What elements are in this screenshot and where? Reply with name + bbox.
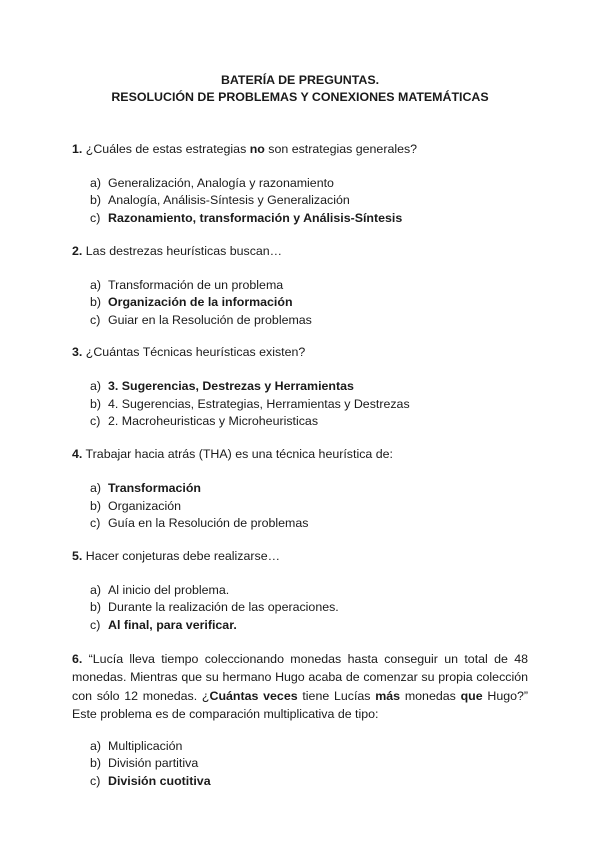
answer-option (72, 515, 528, 532)
option-text: División cuotitiva (108, 773, 211, 788)
option-letter: c) (90, 414, 101, 429)
answer-option (72, 413, 528, 430)
question-2 (72, 243, 528, 329)
question-number: 6. (72, 651, 83, 666)
question-number: 3. (72, 345, 83, 360)
question-text-segment: “Lucía lleva tiempo coleccionando monedas hasta conseguir un total de 48 monedas. Mientras que su hermano Hugo acaba de comenzar su propia colección con sólo 12 monedas. ¿ (72, 651, 528, 703)
question-6 (72, 650, 528, 791)
answer-option-correct (72, 294, 528, 311)
document-title: BATERÍA DE PREGUNTAS. (220, 73, 380, 87)
option-letter: a) (90, 277, 102, 292)
option-letter: b) (90, 756, 102, 771)
option-text: Analogía, Análisis-Síntesis y Generalización (108, 193, 350, 208)
question-text-segment: Hugo?” Este problema es de comparación multiplicativa de tipo: (72, 688, 529, 722)
option-text: Transformación (108, 481, 201, 496)
document-subtitle: RESOLUCIÓN DE PROBLEMAS Y CONEXIONES MATEMÁTICAS (111, 90, 489, 104)
answer-option (72, 755, 528, 772)
option-text: Organización (108, 498, 182, 513)
answer-option-correct (72, 210, 528, 227)
emphasis-text: no (249, 142, 265, 156)
option-letter: c) (90, 210, 101, 225)
answer-option (72, 175, 528, 192)
option-text: Razonamiento, transformación y Análisis-Síntesis (108, 210, 403, 225)
option-text: Guiar en la Resolución de problemas (108, 312, 312, 327)
question-text-segment: tiene Lucías (297, 688, 376, 703)
question-text (72, 446, 528, 464)
option-letter: a) (90, 738, 102, 753)
option-letter: a) (90, 582, 102, 597)
question-1 (72, 141, 528, 227)
question-5 (72, 548, 528, 634)
option-letter: b) (90, 498, 102, 513)
answer-option-correct (72, 378, 528, 395)
option-text: Generalización, Analogía y razonamiento (108, 176, 334, 190)
question-4 (72, 446, 528, 532)
option-text: 4. Sugerencias, Estrategias, Herramientas y Destrezas (108, 396, 410, 411)
option-letter: b) (90, 396, 102, 411)
option-text: División partitiva (108, 756, 199, 771)
option-letter: a) (90, 176, 102, 190)
question-text-segment: Trabajar hacia atrás (THA) es una técnica heurística de: (82, 447, 393, 462)
option-letter: c) (90, 515, 101, 530)
question-text-segment: monedas (400, 688, 461, 703)
option-text: Transformación de un problema (108, 277, 284, 292)
question-text-segment: ¿Cuáles de estas estrategias (82, 142, 250, 156)
option-text: Multiplicación (108, 738, 183, 753)
answer-option (72, 582, 528, 599)
emphasis-text: más (375, 688, 401, 703)
option-letter: c) (90, 312, 101, 327)
option-text: Durante la realización de las operaciones. (108, 600, 339, 615)
option-letter: c) (90, 617, 101, 632)
option-letter: c) (90, 773, 101, 788)
answer-option (72, 599, 528, 616)
question-text (72, 650, 528, 724)
option-text: Al final, para verificar. (108, 617, 237, 632)
answer-option-correct (72, 480, 528, 497)
question-number: 2. (72, 243, 83, 258)
option-letter: b) (90, 193, 102, 208)
option-text: Guía en la Resolución de problemas (108, 515, 309, 530)
emphasis-text: que (460, 688, 483, 703)
question-number: 5. (72, 548, 83, 563)
question-list (72, 141, 528, 806)
question-text-segment: son estrategias generales? (264, 142, 418, 156)
option-text: Organización de la información (108, 295, 293, 310)
question-text (72, 141, 528, 159)
option-text: Al inicio del problema. (108, 582, 230, 597)
emphasis-text: Cuántas veces (209, 688, 298, 703)
option-text: 3. Sugerencias, Destrezas y Herramientas (108, 379, 354, 394)
option-letter: b) (90, 600, 102, 615)
question-3 (72, 344, 528, 430)
answer-option (72, 312, 528, 329)
option-text: 2. Macroheuristicas y Microheuristicas (108, 414, 319, 429)
question-text (72, 344, 528, 362)
answer-option-correct (72, 617, 528, 634)
question-text (72, 548, 528, 566)
option-letter: a) (90, 379, 102, 394)
question-number: 4. (72, 447, 83, 462)
answer-option (72, 738, 528, 755)
answer-option (72, 396, 528, 413)
question-text-segment: Hacer conjeturas debe realizarse… (82, 548, 281, 563)
question-text (72, 243, 528, 261)
question-text-segment: Las destrezas heurísticas buscan… (82, 243, 283, 258)
answer-option (72, 277, 528, 294)
answer-option (72, 192, 528, 209)
question-number: 1. (72, 142, 83, 156)
option-letter: b) (90, 295, 102, 310)
option-letter: a) (90, 481, 102, 496)
answer-option (72, 498, 528, 515)
answer-option-correct (72, 773, 528, 790)
question-text-segment: ¿Cuántas Técnicas heurísticas existen? (82, 345, 306, 360)
